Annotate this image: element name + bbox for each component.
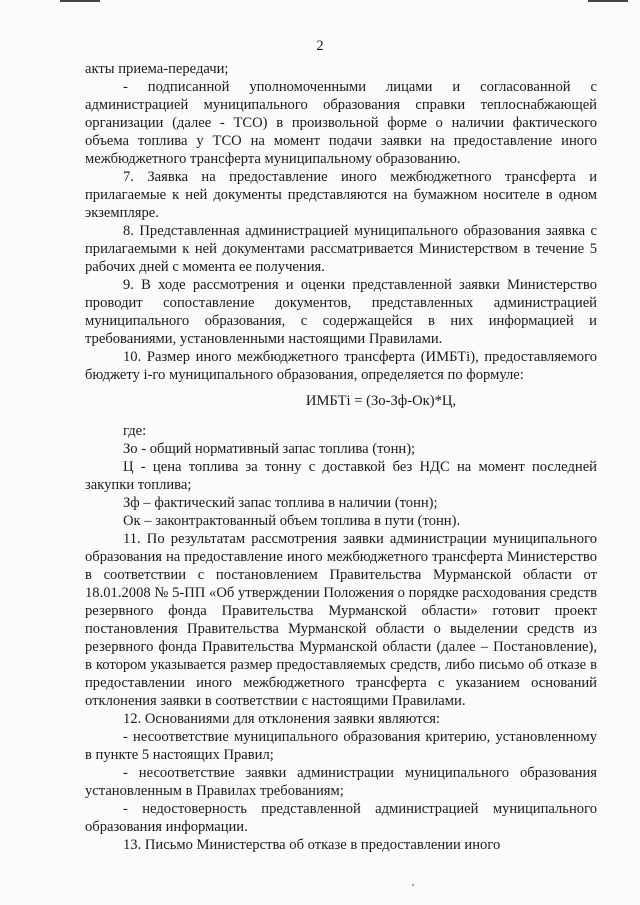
paragraph: 11. По результатам рассмотрения заявки администрации муниципального образования на предоставление иного межбюджетного трансферта Министерство в соответствии с постановлением Правительства Мурманской области от 18.01.2008 № 5-ПП «Об утверждении Положения о порядке расходования средств резервного фонда Правительства Мурманской области» готовит проект постановления Правительства Мурманской области о выделении средств из резервного фонда Правительства Мурманской области (далее – Постановление), в котором указывается размер предоставляемых средств, либо письмо об отказе в предоставлении иного межбюджетного трансферта с указанием оснований отклонения заявки в соответствии с настоящими Правилами. [85, 531, 597, 709]
paragraph: 7. Заявка на предоставление иного межбюджетного трансферта и прилагаемые к ней документы представляются на бумажном носителе в одном экземпляре. [85, 169, 597, 221]
list-item: - недостоверность представленной администрацией муниципального образования информации. [85, 801, 597, 835]
paragraph: 10. Размер иного межбюджетного трансферта (ИМБТi), предоставляемого бюджету i-го муниципального образования, определяется по формуле: [85, 349, 597, 383]
paragraph: 12. Основаниями для отклонения заявки являются: [123, 711, 441, 727]
definition-line: Зф – фактический запас топлива в наличии (тонн); [123, 495, 438, 511]
document-body [85, 60, 597, 854]
paragraph: 8. Представленная администрацией муниципального образования заявка с прилагаемыми к ней документами рассматривается Министерством в течение 5 рабочих дней с момента ее получения. [85, 223, 597, 275]
scan-edge-mark [60, 0, 100, 2]
paragraph: 13. Письмо Министерства об отказе в предоставлении иного [123, 837, 501, 853]
paragraph: акты приема-передачи; [85, 61, 229, 77]
list-item: - несоответствие муниципального образования критерию, установленному в пункте 5 настоящих Правил; [85, 729, 597, 763]
page-number: 2 [316, 38, 324, 54]
formula: ИМБТi = (Зо-Зф-Ок)*Ц, [305, 393, 457, 409]
scan-speck [412, 884, 414, 886]
definition-line: Зо - общий нормативный запас топлива (тонн); [123, 441, 416, 457]
definition-line: Ц - цена топлива за тонну с доставкой без НДС на момент последней закупки топлива; [85, 459, 597, 493]
paragraph: 9. В ходе рассмотрения и оценки представленной заявки Министерство проводит сопоставление документов, представленных администрацией муниципального образования, с содержащейся в них информацией и требованиями, установленными настоящими Правилами. [85, 277, 597, 347]
list-item: - несоответствие заявки администрации муниципального образования установленным в Правилах требованиям; [85, 765, 597, 799]
definition-line: где: [123, 423, 147, 439]
paragraph: - подписанной уполномоченными лицами и согласованной с администрацией муниципального образования справки теплоснабжающей организации (далее - ТСО) в произвольной форме о наличии фактического объема топлива у ТСО на момент подачи заявки на предоставление иного межбюджетного трансферта муниципальному образованию. [85, 79, 597, 167]
scan-edge-mark [588, 0, 628, 2]
definition-line: Ок – законтрактованный объем топлива в пути (тонн). [123, 513, 461, 529]
